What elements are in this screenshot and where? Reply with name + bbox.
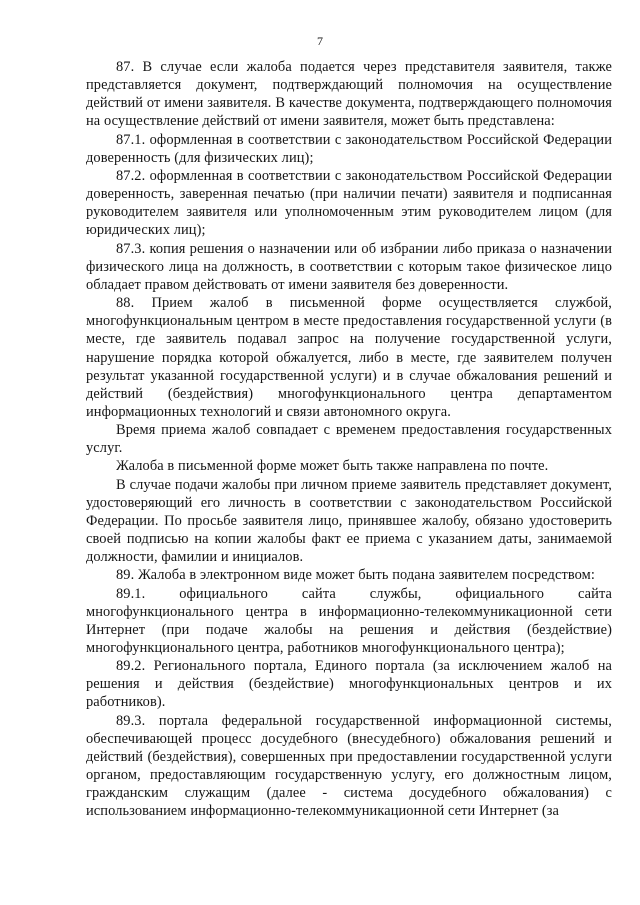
paragraph-87-2: 87.2. оформленная в соответствии с законодательством Российской Федерации доверенность, заверенная печатью (при наличии печати) заявителя и подписанная руководителем заявителя или уполномоченным этим руководителем лицом (для юридических лиц);	[86, 167, 612, 239]
paragraph-87: 87. В случае если жалоба подается через представителя заявителя, также представляется документ, подтверждающий полномочия на осуществление действий от имени заявителя. В качестве документа, подтверждающего полномочия на осуществление действий от имени заявителя, может быть представлена:	[86, 59, 612, 130]
paragraph-89-1: 89.1. официального сайта службы, официального сайта многофункционального центра в информационно-телекоммуникационной сети Интернет (при подаче жалобы на решения и действия (бездействие) многофункционального центра, работников многофункционального центра);	[86, 585, 612, 656]
paragraph-87-1: 87.1. оформленная в соответствии с законодательством Российской Федерации доверенность (для физических лиц);	[86, 131, 612, 166]
document-body	[86, 58, 612, 821]
paragraph-89-3: 89.3. портала федеральной государственной информационной системы, обеспечивающей процесс досудебного (внесудебного) обжалования решений и действий (бездействия), совершенных при предоставлении государственной услуги органом, предоставляющим государственную услугу, его должностным лицом, гражданским служащим (далее - система досудебного обжалования) с использованием информационно-телекоммуникационной сети Интернет (за	[86, 712, 612, 820]
paragraph-89-2: 89.2. Регионального портала, Единого портала (за исключением жалоб на решения и действия (бездействие) многофункциональных центров и их работников).	[86, 658, 612, 711]
paragraph-88: 88. Прием жалоб в письменной форме осуществляется службой, многофункциональным центром в месте предоставления государственной услуги (в месте, где заявитель подавал запрос на получение государственной услуги, нарушение порядка которой обжалуется, либо в месте, где заявителем получен результат указанной государственной услуги) и в случае обжалования решений и действий (бездействия) многофункционального центра департаментом информационных технологий и связи автономного округа.	[86, 295, 612, 420]
paragraph-personal-reception: В случае подачи жалобы при личном приеме заявитель представляет документ, удостоверяющий его личность в соответствии с законодательством Российской Федерации. По просьбе заявителя лицо, принявшее жалобу, обязано удостоверить своей подписью на копии жалобы факт ее приема с указанием даты, занимаемой должности, фамилии и инициалов.	[86, 476, 612, 566]
paragraph-89: 89. Жалоба в электронном виде может быть подана заявителем посредством:	[116, 567, 595, 584]
page-number: 7	[317, 34, 323, 48]
paragraph-by-mail: Жалоба в письменной форме может быть также направлена по почте.	[116, 458, 549, 475]
paragraph-reception-time: Время приема жалоб совпадает с временем предоставления государственных услуг.	[86, 422, 612, 457]
paragraph-87-3: 87.3. копия решения о назначении или об избрании либо приказа о назначении физического лица на должность, в соответствии с которым такое физическое лицо обладает правом действовать от имени заявителя без доверенности.	[86, 240, 612, 293]
